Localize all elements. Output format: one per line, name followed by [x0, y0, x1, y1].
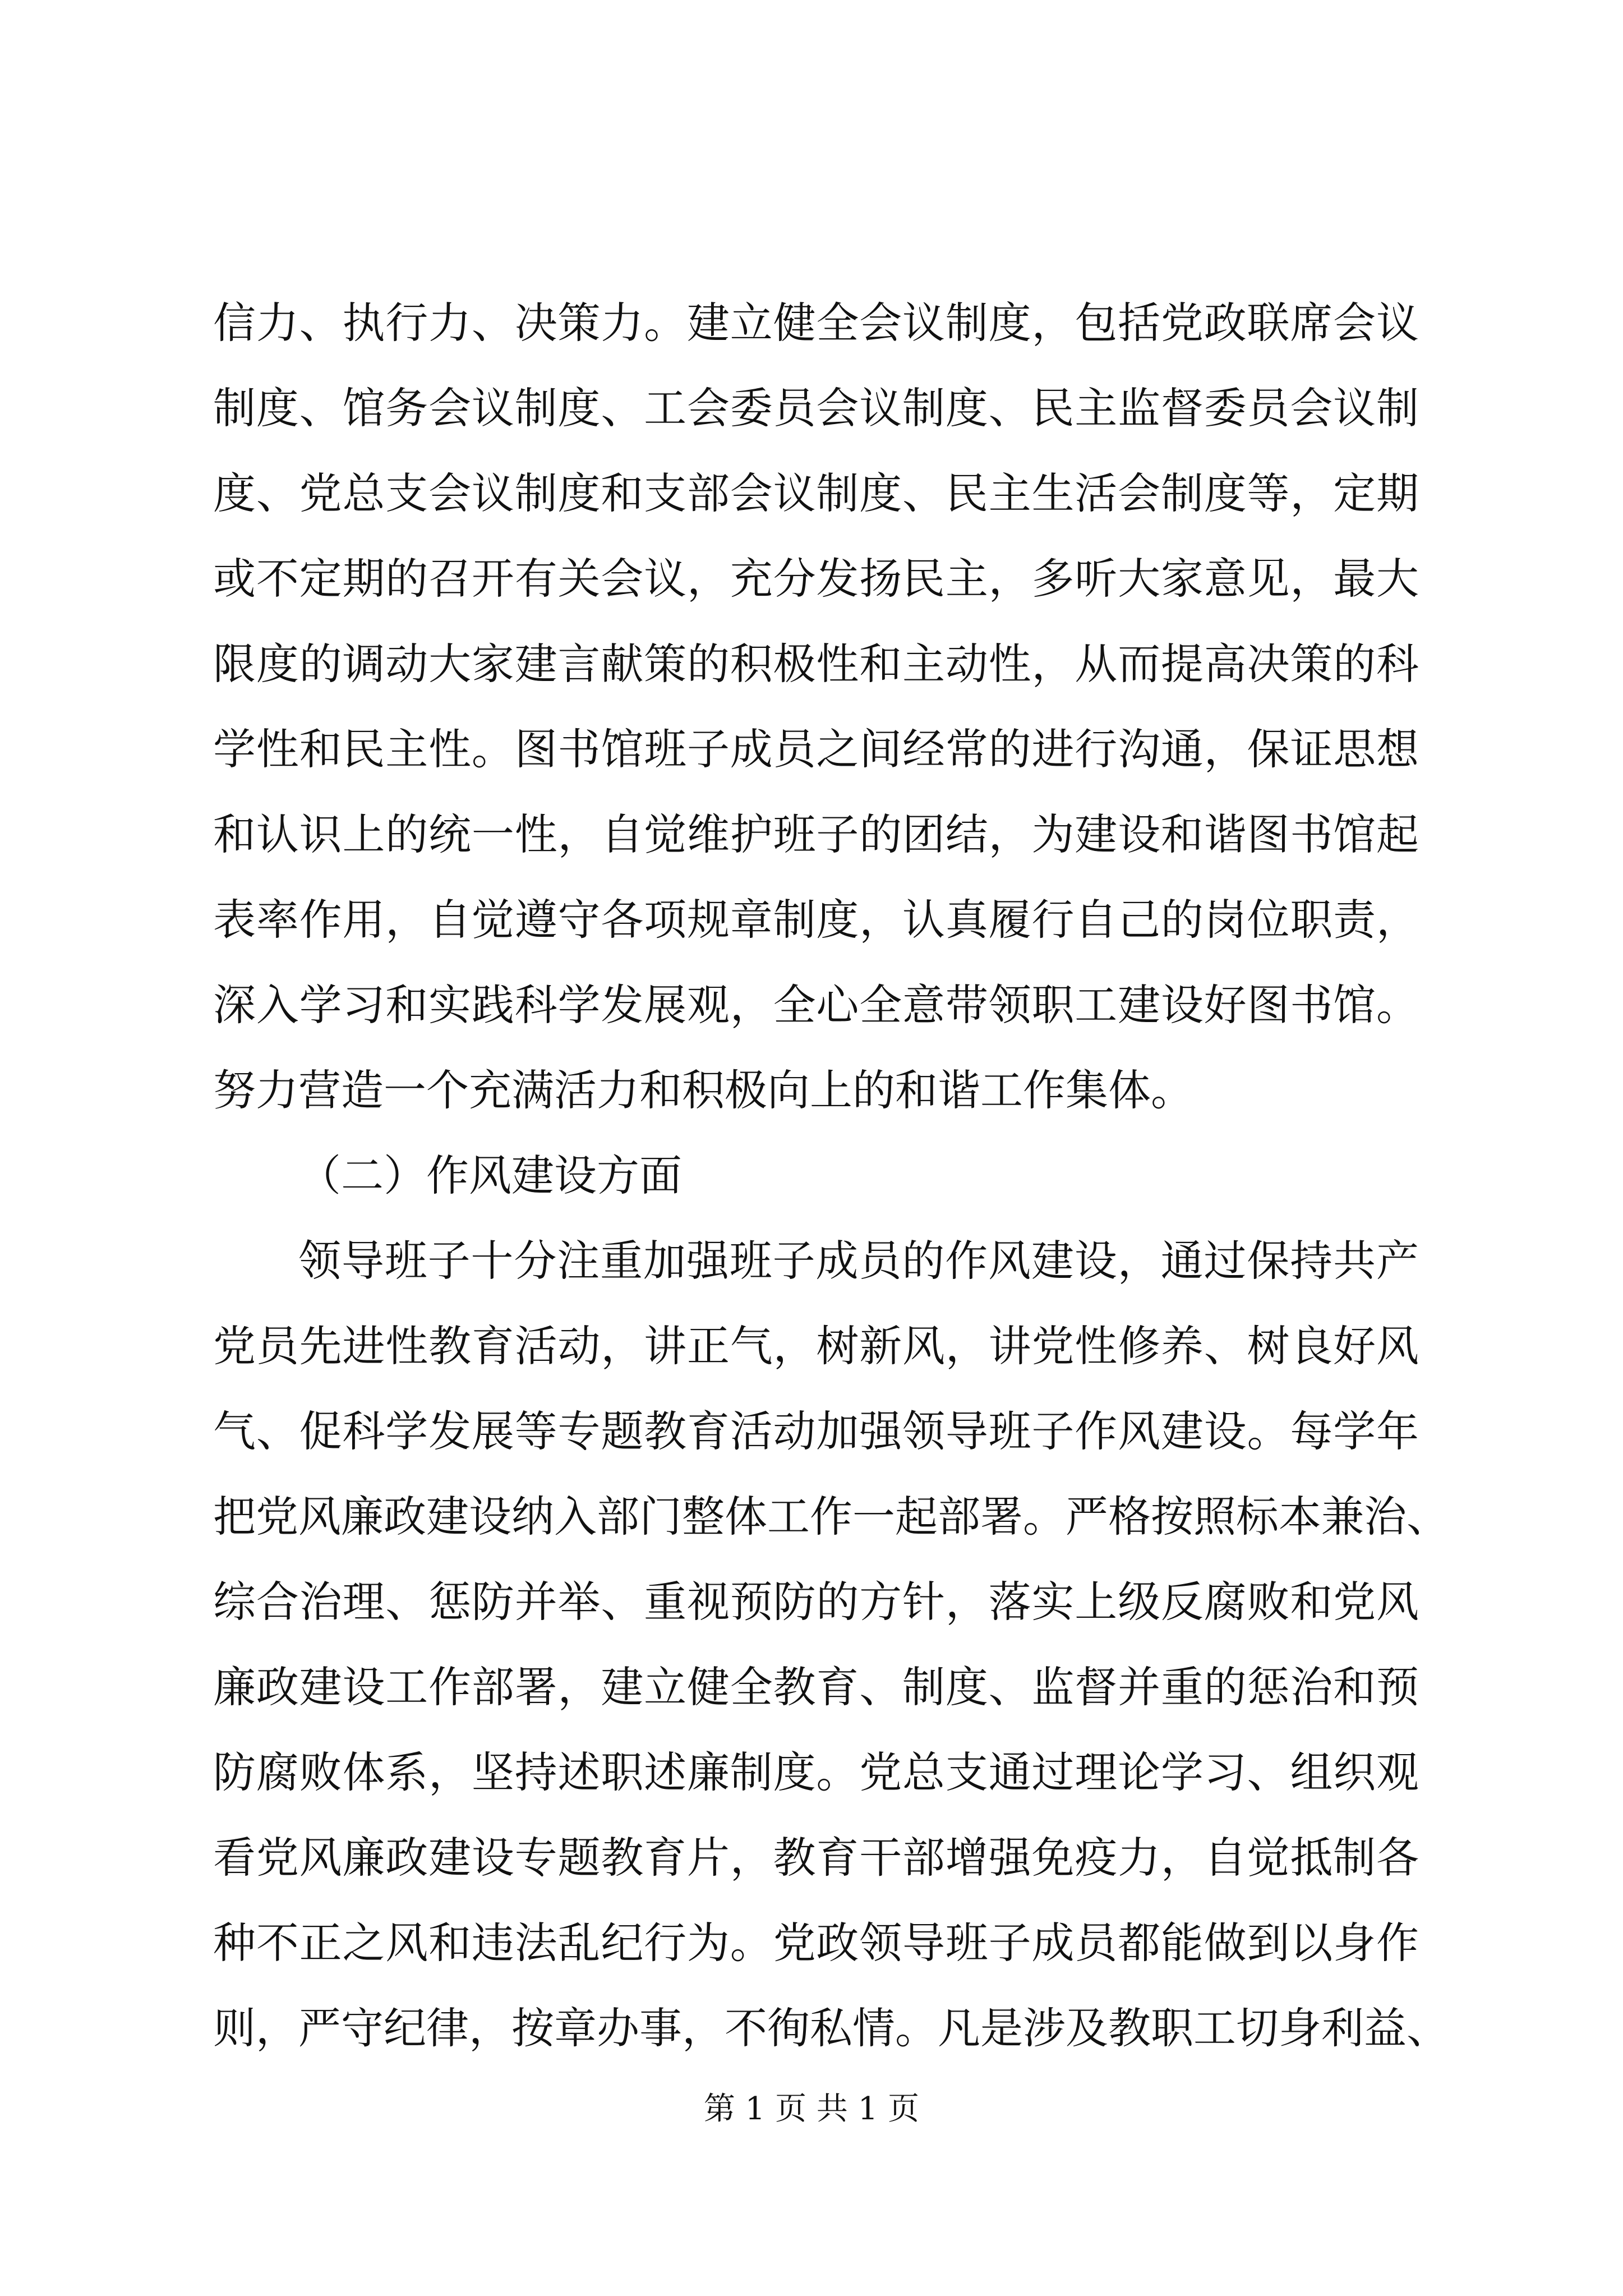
text-line: 和认识上的统一性，自觉维护班子的团结，为建设和谐图书馆起: [213, 809, 1419, 859]
text-line: 限度的调动大家建言献策的积极性和主动性，从而提高决策的科: [213, 639, 1419, 689]
text-line: 则，严守纪律，按章办事，不徇私情。凡是涉及教职工切身利益、: [213, 2003, 1449, 2053]
text-line: 党员先进性教育活动，讲正气，树新风，讲党性修养、树良好风: [213, 1321, 1419, 1371]
text-line: 或不定期的召开有关会议，充分发扬民主，多听大家意见，最大: [213, 554, 1419, 604]
text-line: 学性和民主性。图书馆班子成员之间经常的进行沟通，保证思想: [213, 724, 1419, 774]
text-line: 把党风廉政建设纳入部门整体工作一起部署。严格按照标本兼治、: [213, 1492, 1449, 1542]
text-line: 种不正之风和违法乱纪行为。党政领导班子成员都能做到以身作: [213, 1918, 1419, 1968]
text-line: 表率作用，自觉遵守各项规章制度，认真履行自己的岗位职责，: [213, 895, 1419, 945]
text-line: 看党风廉政建设专题教育片，教育干部增强免疫力，自觉抵制各: [213, 1833, 1419, 1883]
section-heading: （二）作风建设方面: [298, 1151, 682, 1200]
text-line: 努力营造一个充满活力和积极向上的和谐工作集体。: [213, 1065, 1193, 1115]
text-line: 度、党总支会议制度和支部会议制度、民主生活会制度等，定期: [213, 468, 1419, 518]
text-line: 气、促科学发展等专题教育活动加强领导班子作风建设。每学年: [213, 1406, 1419, 1456]
text-line: 领导班子十分注重加强班子成员的作风建设，通过保持共产: [298, 1236, 1419, 1286]
page-footer: 第 1 页 共 1 页: [703, 2091, 920, 2127]
text-line: 综合治理、惩防并举、重视预防的方针，落实上级反腐败和党风: [213, 1577, 1419, 1627]
body-text: [213, 280, 1449, 2071]
text-line: 防腐败体系，坚持述职述廉制度。党总支通过理论学习、组织观: [213, 1747, 1419, 1797]
text-line: 信力、执行力、决策力。建立健全会议制度，包括党政联席会议: [213, 298, 1419, 348]
text-line: 制度、馆务会议制度、工会委员会议制度、民主监督委员会议制: [213, 383, 1419, 433]
text-line: 深入学习和实践科学发展观，全心全意带领职工建设好图书馆。: [213, 980, 1419, 1030]
text-line: 廉政建设工作部署，建立健全教育、制度、监督并重的惩治和预: [213, 1662, 1419, 1712]
